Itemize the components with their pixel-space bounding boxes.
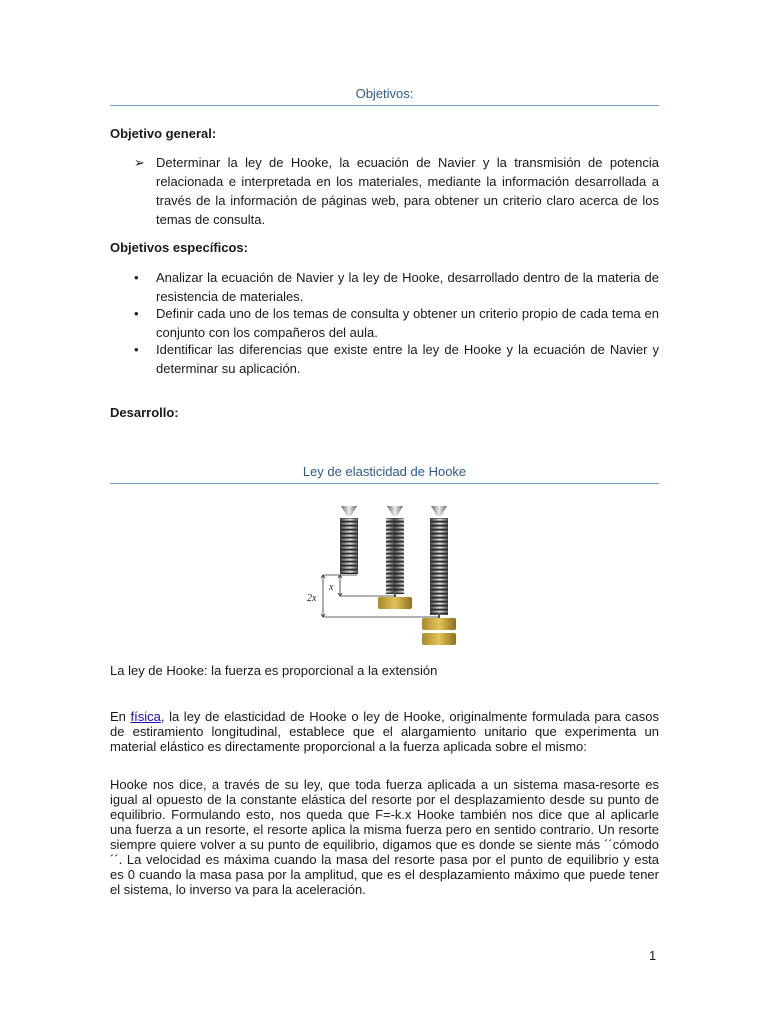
label-2x: 2x xyxy=(307,593,317,604)
paragraph-explicacion: Hooke nos dice, a través de su ley, que toda fuerza aplicada a un sistema masa-resorte es igual al opuesto de la constante elástica del resorte por el desplazamiento desde su punto de equilibrio. Formulando esto, nos queda que F=-k.x Hooke también nos dice que al aplicarle una fuerza a un resorte, el resorte aplica la misma fuerza pero en sentido contrario. Un resorte siempre quiere volver a su punto de equilibrio, digamos que es donde se siente más ´´cómodo´´. La velocidad es máxima cuando la masa del resorte pasa por el punto de equilibrio y esta es 0 cuando la masa pasa por la amplitud, que es el desplazamiento máximo que puede tener el sistema, lo inverso va para la aceleración. xyxy=(110,777,659,897)
paragraph-definicion xyxy=(110,709,659,754)
objetivo-especifico-text: Analizar la ecuación de Navier y la ley de Hooke, desarrollado dentro de la materia de resistencia de materiales. xyxy=(156,270,659,304)
page-number: 1 xyxy=(649,948,657,963)
spring-coil-2 xyxy=(386,518,404,594)
spring-coil-3 xyxy=(430,518,448,615)
bullet-icon: • xyxy=(134,306,139,321)
spring-one-mass xyxy=(378,506,412,609)
objetivo-general-text: Determinar la ley de Hooke, la ecuación de Navier y la transmisión de potencia relacionada e interpretada en los materiales, mediante la información desarrollada a través de la información de páginas web, para obtener un criterio claro acerca de los temas de consulta. xyxy=(156,155,659,227)
label-x: x xyxy=(329,582,334,593)
spring-mount-3 xyxy=(431,506,447,516)
figure-caption: La ley de Hooke: la fuerza es proporcional a la extensión xyxy=(110,663,438,678)
mass-block-2 xyxy=(422,618,456,630)
objetivos-especificos-title: Objetivos específicos: xyxy=(110,240,248,255)
mass-block-3 xyxy=(422,633,456,645)
heading-objetivos: Objetivos: xyxy=(110,86,659,106)
mass-block-1 xyxy=(378,597,412,609)
spring-mount-2 xyxy=(387,506,403,516)
objetivo-especifico-item xyxy=(134,268,659,306)
objetivo-especifico-item xyxy=(134,340,659,378)
spring-two-masses xyxy=(422,506,456,645)
bullet-icon: • xyxy=(134,342,139,357)
desarrollo-title: Desarrollo: xyxy=(110,405,179,420)
arrow-bullet-icon: ➢ xyxy=(134,155,145,170)
dimension-lines xyxy=(321,575,439,617)
spring-mount-1 xyxy=(341,506,357,516)
objetivo-general-item xyxy=(134,153,659,229)
objetivo-especifico-text: Definir cada uno de los temas de consulta y obtener un criterio propio de cada tema en conjunto con los compañeros del aula. xyxy=(156,306,659,340)
fisica-link[interactable]: física xyxy=(130,709,161,724)
springs-figure xyxy=(305,502,465,652)
objetivo-especifico-item xyxy=(134,304,659,342)
bullet-icon: • xyxy=(134,270,139,285)
spring-coil-1 xyxy=(340,518,358,574)
objetivo-especifico-text: Identificar las diferencias que existe entre la ley de Hooke y la ecuación de Navier y determinar su aplicación. xyxy=(156,342,659,376)
heading-ley-hooke: Ley de elasticidad de Hooke xyxy=(110,464,659,484)
paragraph-definicion-text: , la ley de elasticidad de Hooke o ley de Hooke, originalmente formulada para casos de estiramiento longitudinal, establece que el alargamiento unitario que experimenta un material elástico es directamente proporcional a la fuerza aplicada sobre el mismo: xyxy=(110,709,659,754)
objetivo-general-title: Objetivo general: xyxy=(110,126,217,141)
paragraph-prefix: En xyxy=(110,709,131,724)
spring-unloaded xyxy=(340,506,358,574)
